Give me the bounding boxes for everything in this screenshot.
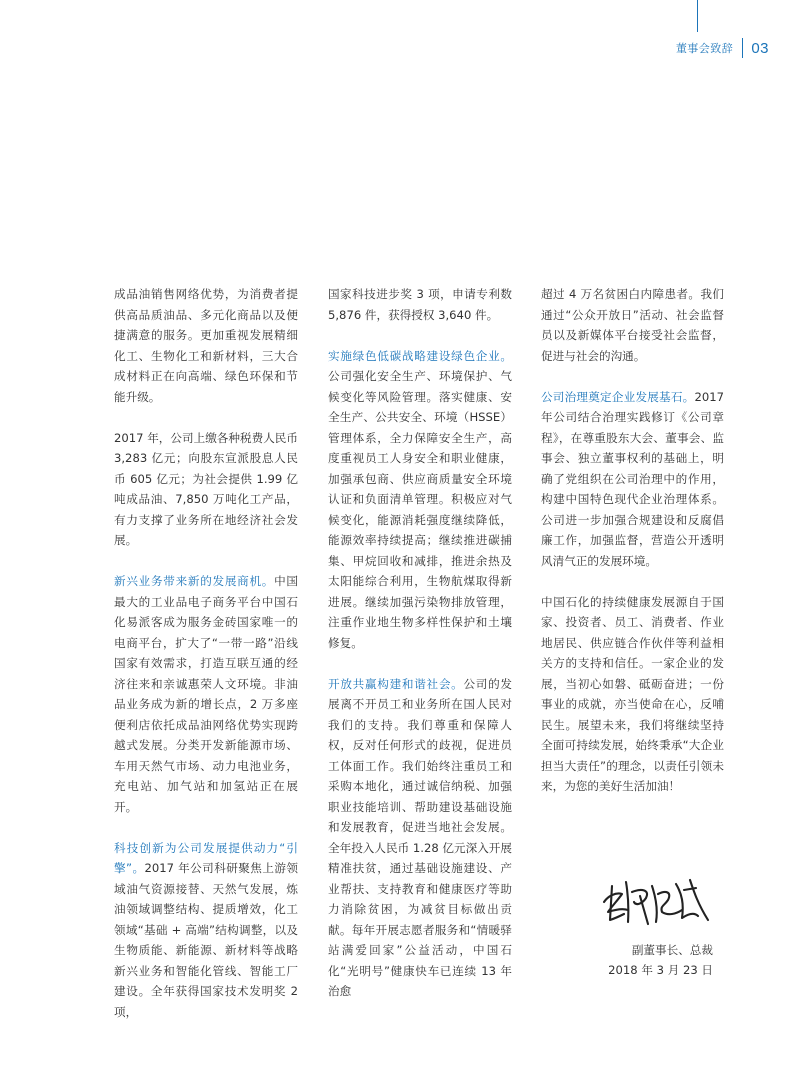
paragraph-text: 成品油销售网络优势，为消费者提供高品质油品、多元化商品以及便捷满意的服务。更加重视发展精细化工、生物化工和新材料，三大合成材料正在向高端、绿色环保和节能升级。 [114, 287, 298, 404]
text-column-3 [541, 284, 724, 817]
paragraph [541, 284, 724, 366]
paragraph-heading: 新兴业务带来新的发展商机。 [114, 574, 275, 588]
paragraph-text: 超过 4 万名贫困白内障患者。我们通过“公众开放日”活动、社会监督员以及新媒体平台接受社会监督，促进与社会的沟通。 [541, 287, 724, 363]
paragraph-text: 2017 年公司科研聚焦上游领域油气资源接替、天然气发展，炼油领域调整结构、提质增效，化工领域“基础 + 高端”结构调整，以及生物质能、新能源、新材料等战略新兴业务和智能化管线、智能工厂建设。全年获得国家技术发明奖 2 项， [114, 861, 298, 1019]
paragraph-text: 中国最大的工业品电子商务平台中国石化易派客成为服务金砖国家唯一的电商平台，扩大了“一带一路”沿线国家有效需求，打造互联互通的经济往来和亲诚惠荣人文环境。非油品业务成为新的增长点，2 万多座便利店依托成品油网络优势实现跨越式发展。分类开发新能源市场、车用天然气市场、动力电池业务，充电站、加气站和加氢站正在展开。 [114, 574, 298, 814]
paragraph-text: 2017 年公司结合治理实践修订《公司章程》，在尊重股东大会、董事会、监事会、独立董事权利的基础上，明确了党组织在公司治理中的作用，构建中国特色现代企业治理体系。公司进一步加强合规建设和反腐倡廉工作，加强监督，营造公开透明风清气正的发展环境。 [541, 389, 724, 568]
paragraph-heading: 公司治理奠定企业发展基石。 [541, 389, 695, 404]
paragraph [114, 284, 298, 407]
paragraph [114, 838, 298, 1023]
paragraph [328, 346, 512, 654]
paragraph [328, 674, 512, 1002]
paragraph-text: 公司强化安全生产、环境保护、气候变化等风险管理。落实健康、安全生产、公共安全、环境（HSSE）管理体系，全力保障安全生产，高度重视员工人身安全和职业健康，加强承包商、供应商质量安全环境认证和负面清单管理。积极应对气候变化，能源消耗强度继续降低，能源效率持续提高；继续推进碳捕集、甲烷回收和减排，推进余热及太阳能综合利用，生物航煤取得新进展。继续加强污染物排放管理，注重作业地生物多样性保护和土壤修复。 [328, 369, 512, 650]
handwritten-signature [598, 872, 716, 930]
page-header [676, 38, 769, 58]
paragraph-text: 2017 年，公司上缴各种税费人民币 3,283 亿元；向股东宣派股息人民币 605 亿元；为社会提供 1.99 亿吨成品油、7,850 万吨化工产品，有力支撑了业务所在地经济社会发展。 [114, 430, 298, 547]
paragraph [541, 387, 724, 572]
paragraph-text: 公司的发展离不开员工和业务所在国人民对我们的支持。我们尊重和保障人权，反对任何形式的歧视，促进员工体面工作。我们始终注重员工和采购本地化，通过诚信纳税、加强职业技能培训、帮助建设基础设施和发展教育，促进当地社会发展。全年投入人民币 1.28 亿元深入开展精准扶贫，通过基础设施建设、产业帮扶、支持教育和健康医疗等助力消除贫困，为减贫目标做出贡献。每年开展志愿者服务和“情暖驿站满爱回家”公益活动，中国石化“光明号”健康快车已连续 13 年治愈 [328, 676, 512, 998]
text-column-1 [114, 284, 298, 1043]
paragraph-heading: 实施绿色低碳战略建设绿色企业。 [328, 348, 512, 363]
header-divider [742, 38, 743, 58]
paragraph [328, 284, 512, 325]
paragraph [114, 428, 298, 551]
signatory-title: 副董事长、总裁 [631, 943, 713, 957]
paragraph [114, 571, 298, 817]
page-number: 03 [751, 39, 769, 57]
top-divider-line [697, 0, 698, 32]
paragraph-heading: 开放共赢构建和谐社会。 [328, 676, 464, 691]
text-column-2 [328, 284, 512, 1022]
paragraph [541, 592, 724, 797]
paragraph-text: 国家科技进步奖 3 项，申请专利数 5,876 件，获得授权 3,640 件。 [328, 287, 512, 322]
paragraph-text: 中国石化的持续健康发展源自于国家、投资者、员工、消费者、作业地居民、供应链合作伙伴等利益相关方的支持和信任。一家企业的发展，当初心如磐、砥砺奋进；一份事业的成就，亦当使命在心，反哺民生。展望未来，我们将继续坚持全面可持续发展，始终秉承“大企业担当大责任”的理念，以责任引领未来，为您的美好生活加油！ [541, 594, 724, 793]
signature-date: 2018 年 3 月 23 日 [608, 963, 713, 977]
section-title: 董事会致辞 [675, 42, 734, 55]
paragraph-heading: 科技创新为公司发展提供动力“引擎”。 [114, 840, 298, 875]
